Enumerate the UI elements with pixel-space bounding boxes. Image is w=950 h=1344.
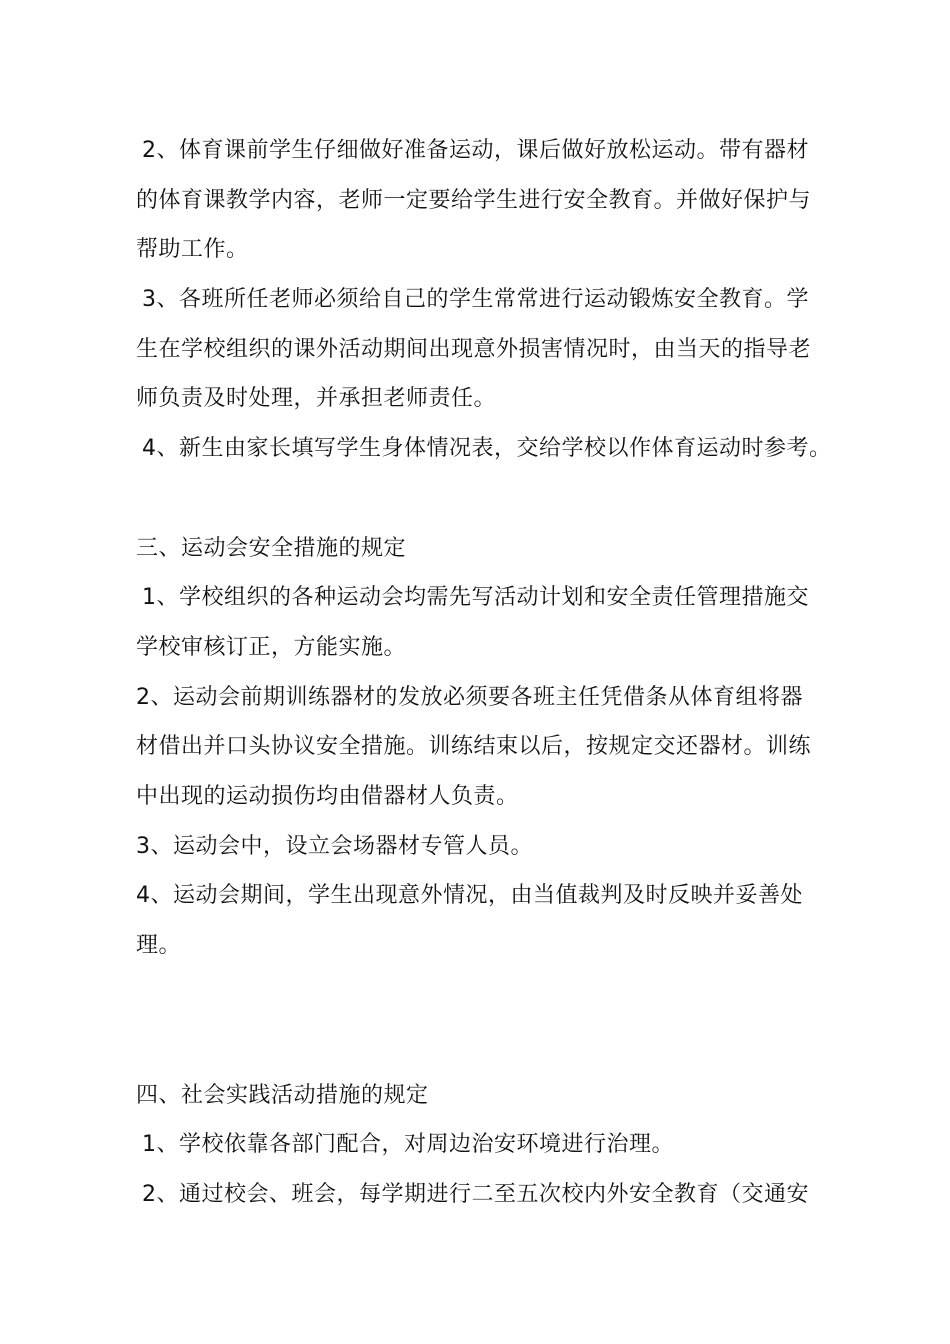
paragraph-line: 材借出并口头协议安全措施。训练结束以后，按规定交还器材。训练 (136, 734, 812, 759)
paragraph-line: 帮助工作。 (136, 237, 249, 262)
paragraph-line: 中出现的运动损伤均由借器材人负责。 (136, 784, 519, 809)
paragraph-line: 2、运动会前期训练器材的发放必须要各班主任凭借条从体育组将器 (136, 685, 803, 710)
paragraph-line: 1、学校组织的各种运动会均需先写活动计划和安全责任管理措施交 (142, 585, 809, 610)
paragraph-line: 生在学校组织的课外活动期间出现意外损害情况时，由当天的指导老 (136, 337, 812, 362)
paragraph-line: 1、学校依靠各部门配合，对周边治安环境进行治理。 (142, 1132, 674, 1157)
paragraph-line: 的体育课教学内容，老师一定要给学生进行安全教育。并做好保护与 (136, 188, 812, 213)
paragraph-line: 3、运动会中，设立会场器材专管人员。 (136, 834, 533, 859)
section-heading: 四、社会实践活动措施的规定 (136, 1083, 429, 1108)
paragraph-line: 理。 (136, 933, 182, 958)
paragraph-line: 3、各班所任老师必须给自己的学生常常进行运动锻炼安全教育。学 (142, 287, 809, 312)
paragraph-line: 2、体育课前学生仔细做好准备运动，课后做好放松运动。带有器材 (142, 138, 809, 163)
section-heading: 三、运动会安全措施的规定 (136, 536, 407, 561)
paragraph-line: 师负责及时处理，并承担老师责任。 (136, 386, 497, 411)
paragraph-line: 4、新生由家长填写学生身体情况表，交给学校以作体育运动时参考。 (142, 436, 832, 461)
paragraph-line: 4、运动会期间，学生出现意外情况，由当值裁判及时反映并妥善处 (136, 883, 803, 908)
paragraph-line: 学校审核订正，方能实施。 (136, 635, 407, 660)
paragraph-line: 2、通过校会、班会，每学期进行二至五次校内外安全教育（交通安 (142, 1182, 809, 1207)
